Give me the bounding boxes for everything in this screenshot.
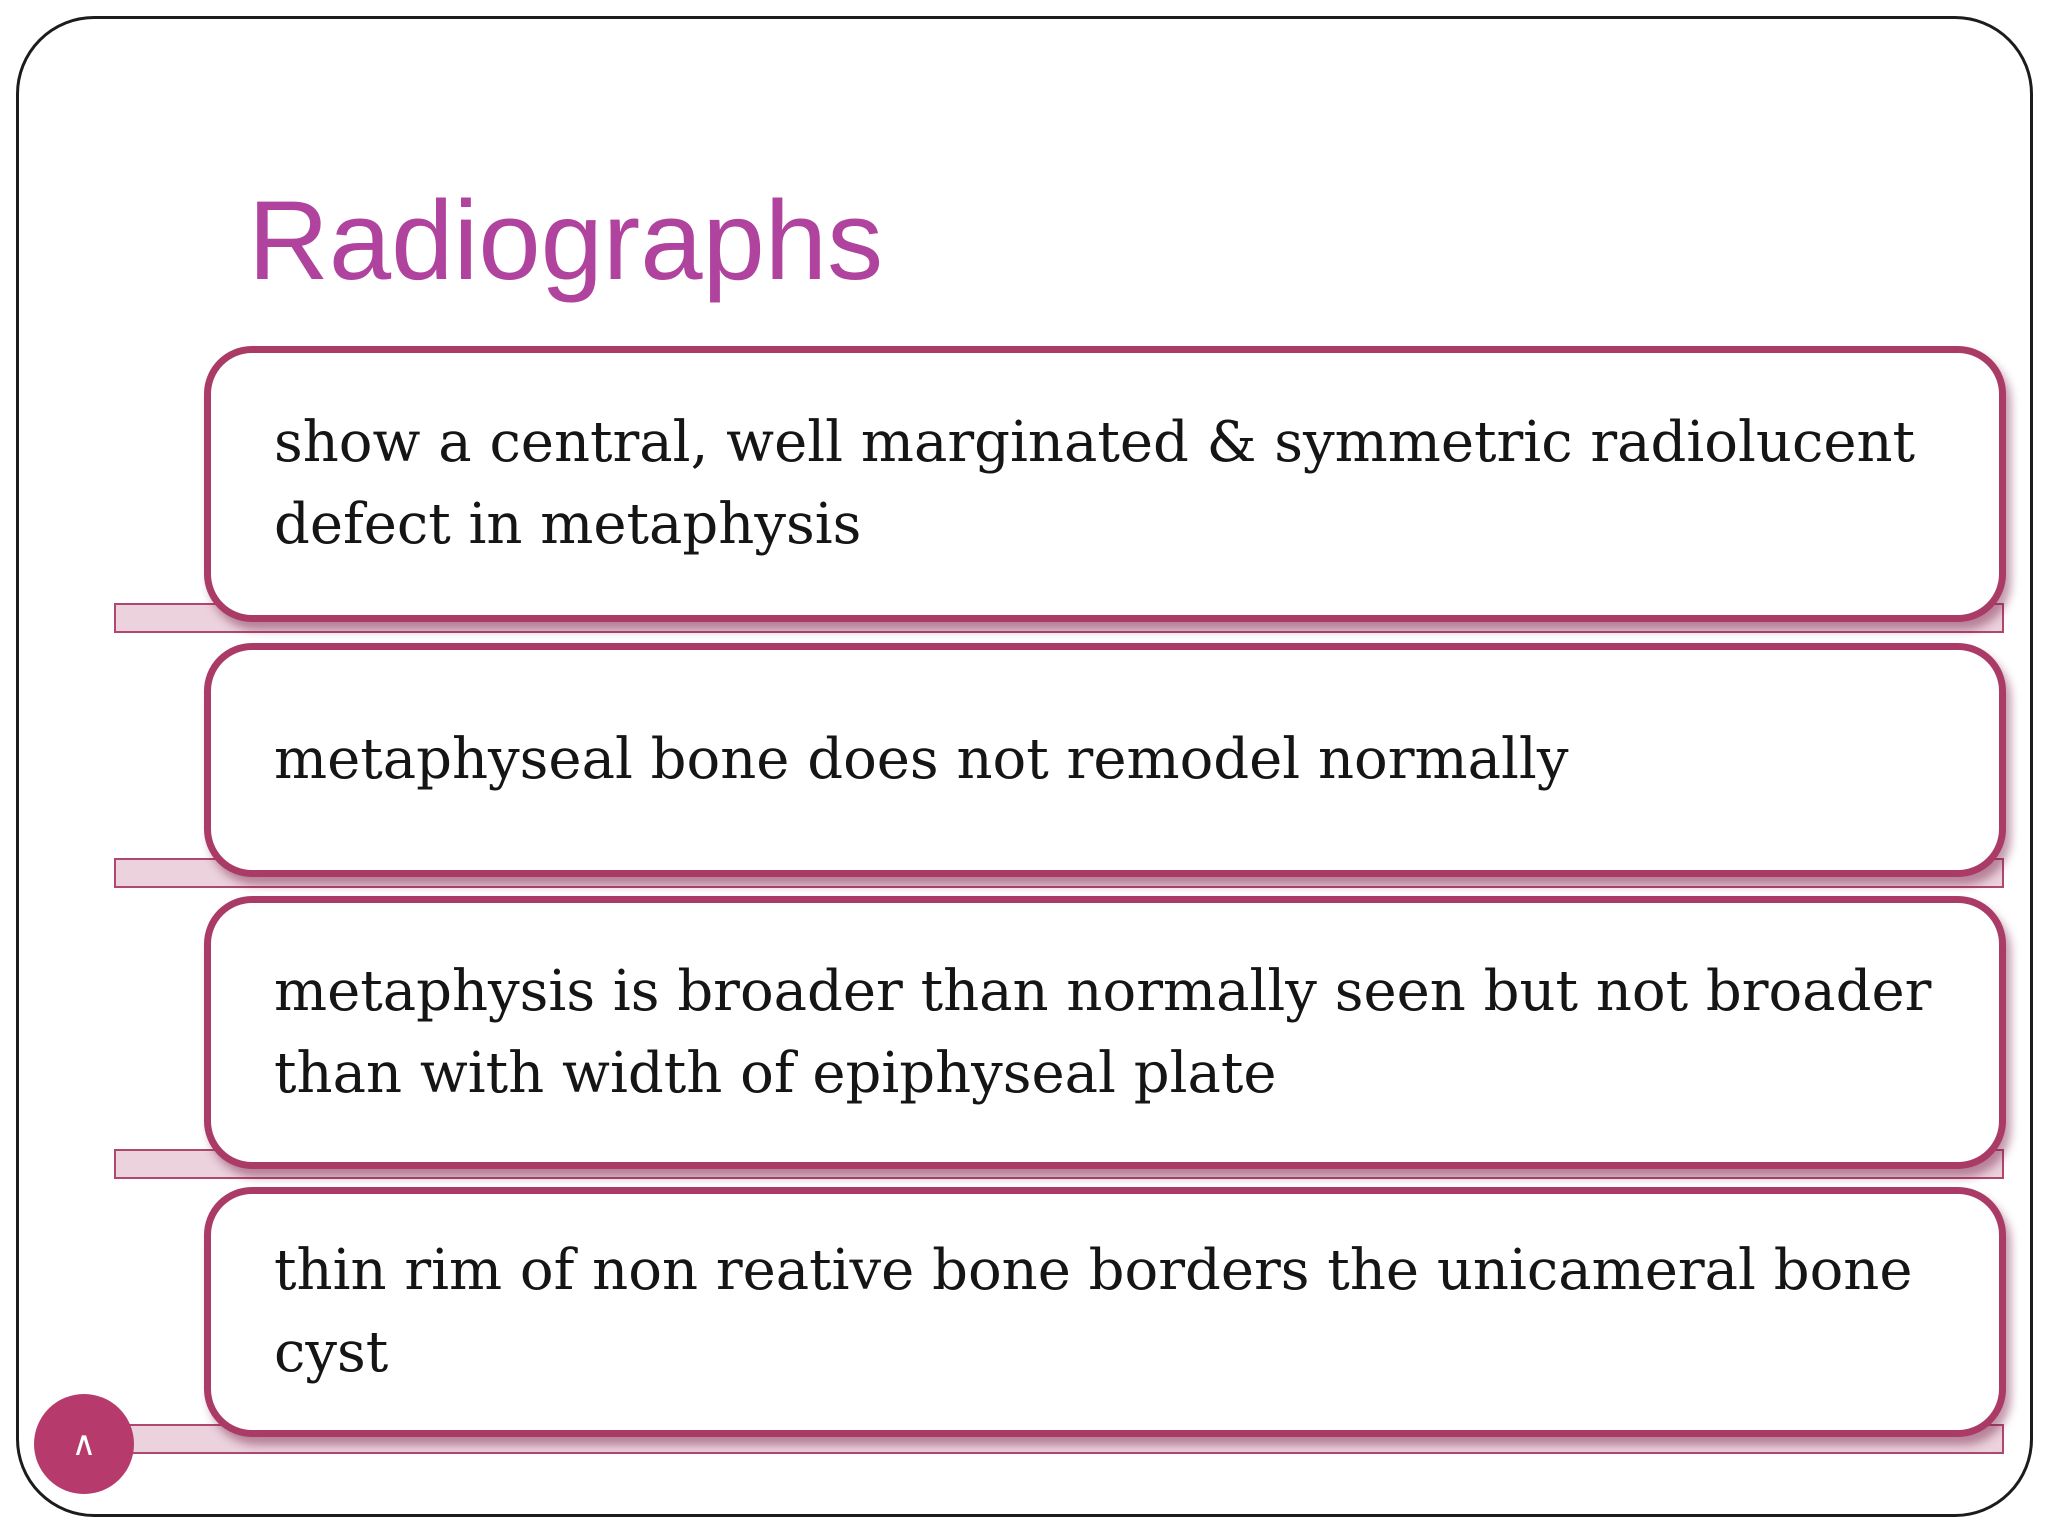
slide-frame [16,16,2033,1517]
bullet-text: thin rim of non reative bone borders the unicameral bone cyst [274,1238,1913,1385]
nav-up-button[interactable] [34,1394,134,1494]
chevron-up-icon: ∧ [71,1424,97,1464]
bullet-card-3 [204,896,2006,1169]
bullet-text: metaphyseal bone does not remodel normally [274,727,1569,792]
bullet-card-2 [204,643,2006,877]
bullet-text: metaphysis is broader than normally seen but not broader than with width of epiphyseal plate [274,958,1932,1106]
slide-title: Radiographs [248,178,884,303]
bullet-text: show a central, well marginated & symmetric radiolucent defect in metaphysis [274,410,1916,557]
bullet-card-1 [204,346,2006,622]
bullet-card-4 [204,1187,2006,1437]
